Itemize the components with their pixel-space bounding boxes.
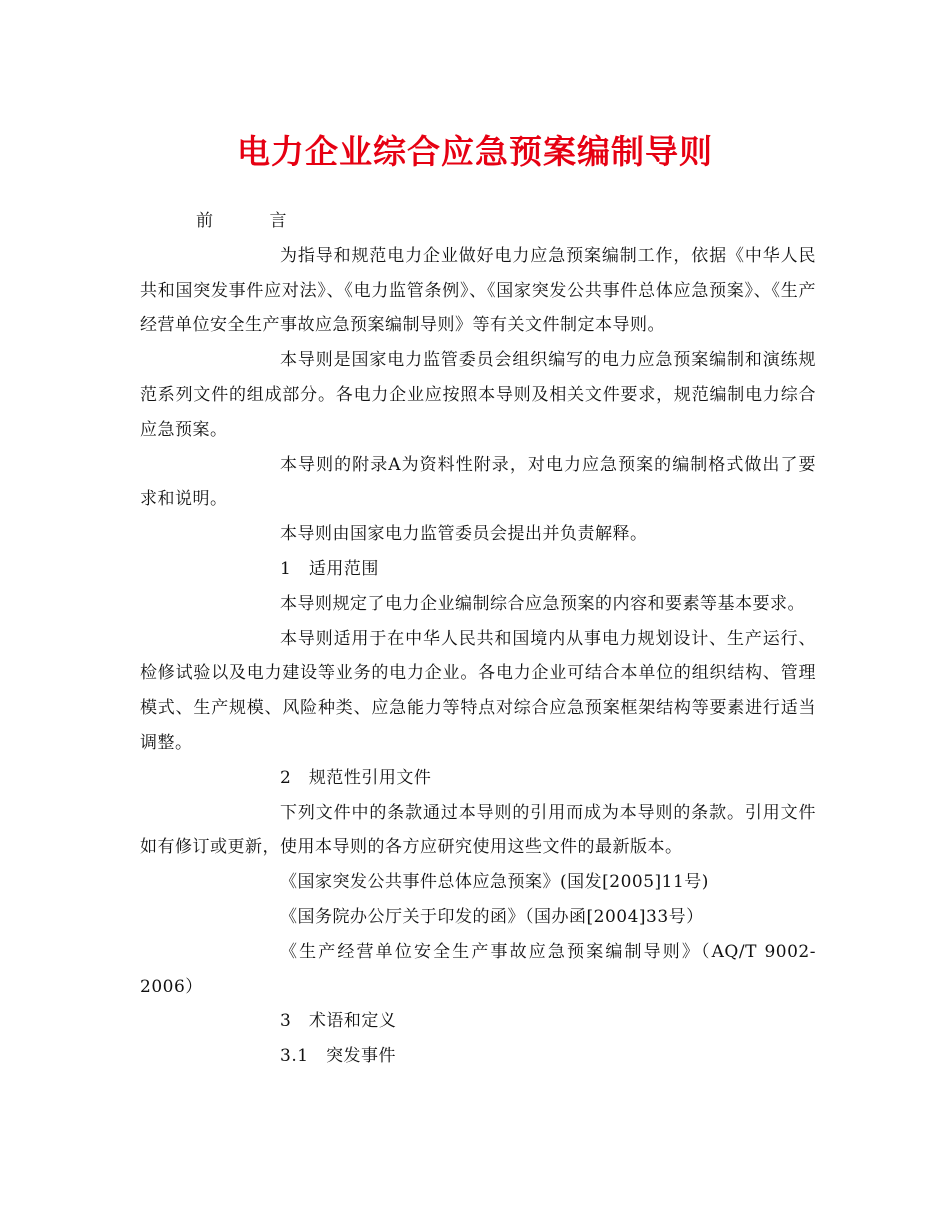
reference-item: 《生产经营单位安全生产事故应急预案编制导则》（AQ/T 9002-2006） <box>140 941 816 997</box>
section-heading-terms: 3 术语和定义 <box>280 1011 397 1032</box>
paragraph-references-intro: 下列文件中的条款通过本导则的引用而成为本导则的条款。引用文件如有修订或更新，使用本导则的各方应研究使用这些文件的最新版本。 <box>140 802 816 858</box>
paragraph-appendix: 本导则的附录A为资料性附录，对电力应急预案的编制格式做出了要求和说明。 <box>140 454 816 510</box>
preface-heading-right: 言 <box>269 211 287 231</box>
paragraph-basis: 为指导和规范电力企业做好电力应急预案编制工作，依据《中华人民共和国突发事件应对法》、《电力监管条例》、《国家突发公共事件总体应急预案》、《生产经营单位安全生产事故应急预案编制导则》等有关文件制定本导则。 <box>140 245 816 336</box>
section-heading-scope: 1 适用范围 <box>280 558 379 579</box>
paragraph-scope-content: 本导则规定了电力企业编制综合应急预案的内容和要素等基本要求。 <box>280 593 805 614</box>
paragraph-scope-applicability: 本导则适用于在中华人民共和国境内从事电力规划设计、生产运行、检修试验以及电力建设等业务的电力企业。各电力企业可结合本单位的组织结构、管理模式、生产规模、风险种类、应急能力等特点对综合应急预案框架结构等要素进行适当调整。 <box>140 628 816 753</box>
document-body <box>140 204 816 1074</box>
subsection-heading-emergency: 3.1 突发事件 <box>280 1046 397 1067</box>
reference-item: 《国务院办公厅关于印发的函》（国办函[2004]33号） <box>280 906 704 927</box>
paragraph-series: 本导则是国家电力监管委员会组织编写的电力应急预案编制和演练规范系列文件的组成部分。各电力企业应按照本导则及相关文件要求，规范编制电力综合应急预案。 <box>140 350 816 440</box>
preface-heading <box>140 204 816 239</box>
section-heading-references: 2 规范性引用文件 <box>280 767 432 788</box>
reference-item: 《国家突发公共事件总体应急预案》(国发[2005]11号) <box>280 872 709 893</box>
document-title: 电力企业综合应急预案编制导则 <box>237 132 713 171</box>
paragraph-interpretation: 本导则由国家电力监管委员会提出并负责解释。 <box>280 524 648 545</box>
preface-heading-left: 前 <box>196 211 214 231</box>
